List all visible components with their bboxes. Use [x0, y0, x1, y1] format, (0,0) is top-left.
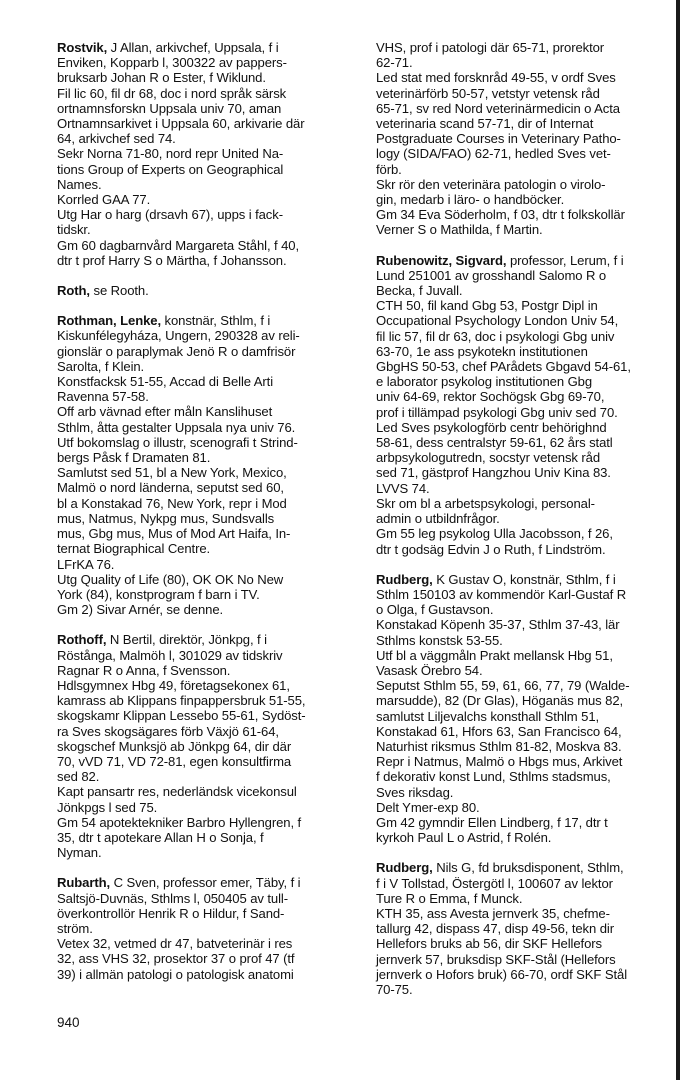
entry-line: logy (SIDA/FAO) 62-71, hedled Sves vet- [376, 146, 611, 162]
entry-line [376, 572, 671, 587]
entry-line: Utf bokomslag o illustr, scenografi t Strind- [57, 434, 298, 450]
entry-line: Utg Har o harg (drsavh 67), upps i fack- [57, 207, 283, 223]
entry-line: Fil lic 60, fil dr 68, doc i nord språk särsk [57, 85, 287, 101]
entry-line: ra Sves skogsägares förb Växjö 61-64, [57, 723, 279, 739]
entry-line: Korrled GAA 77. [57, 192, 151, 208]
entry-line [57, 632, 359, 647]
entry-line: fil lic 57, fil dr 63, doc i psykologi Gbg univ [376, 328, 615, 344]
entry-line: samlutst Liljevalchs konsthall Sthlm 51, [376, 708, 600, 724]
entry-line: gin, medarb i läro- o handböcker. [376, 192, 565, 208]
entry-surname: Rothoff, [57, 632, 107, 648]
entry-line: Gm 34 Eva Söderholm, f 03, dtr t folkskollär [376, 207, 625, 223]
entry-line [376, 253, 671, 268]
entry-line: prof i tillämpad psykologi Gbg univ sed 70. [376, 404, 618, 420]
entry-line: Hellefors bruks ab 56, dir SKF Hellefors [376, 936, 602, 952]
entry-line: jernverk 57, bruksdisp SKF-Stål (Hellefors [376, 951, 616, 967]
left-column [57, 40, 359, 997]
entry-line: Skr om bl a arbetspsykologi, personal- [376, 495, 595, 511]
entry-surname: Rubenowitz, Sigvard, [376, 252, 507, 268]
entry-line: skogschef Munksjö ab Jönkpg 64, dir där [57, 738, 292, 754]
entry-line: Samlutst sed 51, bl a New York, Mexico, [57, 465, 287, 481]
entry-line: Gm 60 dagbarnvård Margareta Ståhl, f 40, [57, 237, 300, 253]
entry-line: Naturhist riksmus Sthlm 81-82, Moskva 83. [376, 738, 622, 754]
entry-line: 70-75. [376, 981, 413, 997]
entry-line: GbgHS 50-53, chef PArådets Gbgavd 54-61, [376, 359, 631, 375]
biography-entry [376, 40, 671, 238]
entry-heading-text: se Rooth. [89, 283, 149, 299]
entry-line: bl a Konstakad 76, New York, repr i Mod [57, 495, 287, 511]
entry-line: ternat Biographical Centre. [57, 541, 211, 557]
entry-heading-text: konstnär, Sthlm, f i [161, 313, 271, 329]
biography-entry [376, 860, 671, 997]
entry-line: Enviken, Kopparb l, 300322 av pappers- [57, 55, 287, 71]
entry-line: dtr t prof Harry S o Märtha, f Johansson. [57, 252, 287, 268]
entry-line: kamrass ab Klippans finpappersbruk 51-55, [57, 693, 306, 709]
entry-heading-text: K Gustav O, konstnär, Sthlm, f i [432, 571, 616, 587]
entry-line [57, 40, 359, 55]
entry-line: o Olga, f Gustavson. [376, 602, 494, 618]
entry-line: Sthlm 150103 av kommendör Karl-Gustaf R [376, 586, 627, 602]
entry-line: Delt Ymer-exp 80. [376, 799, 480, 815]
entry-line: marsudde), 82 (Dr Glas), Höganäs mus 82, [376, 693, 624, 709]
entry-line: Kiskunfélegyháza, Ungern, 290328 av reli- [57, 328, 300, 344]
entry-surname: Rudberg, [376, 860, 433, 876]
biography-entry [57, 875, 359, 981]
entry-line: e laborator psykolog institutionen Gbg [376, 374, 593, 390]
entry-line [376, 860, 671, 875]
entry-line: Verner S o Mathilda, f Martin. [376, 222, 543, 238]
entry-line: LFrKA 76. [57, 556, 115, 572]
entry-line [57, 313, 359, 328]
entry-line: förb. [376, 161, 402, 177]
entry-heading-text: professor, Lerum, f i [506, 252, 624, 268]
entry-line: Nyman. [57, 845, 102, 861]
entry-line: tidskr. [57, 222, 91, 238]
entry-line: York (84), konstprogram f barn i TV. [57, 586, 260, 602]
entry-line: Postgraduate Courses in Veterinary Patho- [376, 131, 621, 147]
entry-line: jernverk o Hofors bruk) 66-70, ordf SKF Stål [376, 966, 628, 982]
entry-line: Utf bl a väggmåln Prakt mellansk Hbg 51, [376, 647, 613, 663]
entry-line: Konstakad Köpenh 35-37, Sthlm 37-43, lär [376, 617, 620, 633]
entry-line: Led stat med forsknråd 49-55, v ordf Sves [376, 70, 616, 86]
entry-line: Names. [57, 176, 102, 192]
entry-line: 58-61, dess centralstyr 59-61, 62 års statl [376, 435, 613, 451]
entry-line: Konstfacksk 51-55, Accad di Belle Arti [57, 374, 273, 390]
entry-line: Gm 54 apotektekniker Barbro Hyllengren, f [57, 814, 302, 830]
entry-line: skogskamr Klippan Lessebo 55-61, Sydöst- [57, 708, 306, 724]
entry-line: överkontrollör Henrik R o Hildur, f Sand- [57, 905, 285, 921]
entry-line: Led Sves psykologförb centr behörighnd [376, 419, 607, 435]
entry-line: Utg Quality of Life (80), OK OK No New [57, 571, 284, 587]
entry-surname: Roth, [57, 283, 90, 299]
entry-line: sed 82. [57, 769, 100, 785]
entry-surname: Rothman, Lenke, [57, 313, 161, 329]
entry-heading-text: N Bertil, direktör, Jönkpg, f i [106, 632, 267, 648]
entry-line: gionslär o paraplymak Jenö R o damfrisör [57, 343, 296, 359]
entry-line: 39) i allmän patologi o patologisk anatomi [57, 966, 294, 982]
entry-line: Gm 55 leg psykolog Ulla Jacobsson, f 26, [376, 526, 613, 542]
entry-line: 70, vVD 71, VD 72-81, egen konsultfirma [57, 753, 292, 769]
entry-line: Lund 251001 av grosshandl Salomo R o [376, 267, 607, 283]
entry-line: Occupational Psychology London Univ 54, [376, 313, 619, 329]
page-edge [676, 0, 680, 1080]
entry-line: dtr t godsäg Edvin J o Ruth, f Lindström. [376, 541, 606, 557]
biography-entry [57, 313, 359, 617]
entry-line: LVVS 74. [376, 480, 430, 496]
entry-line: Kapt pansartr res, nederländsk vicekonsul [57, 784, 297, 800]
entry-line: Vetex 32, vetmed dr 47, batveterinär i res [57, 936, 293, 952]
entry-line: kyrkoh Paul L o Astrid, f Rolén. [376, 830, 552, 846]
biography-entry [57, 632, 359, 860]
entry-surname: Rubarth, [57, 875, 111, 891]
entry-line: Röstånga, Malmöh l, 301029 av tidskriv [57, 647, 283, 663]
entry-line: 32, ass VHS 32, prosektor 37 o prof 47 (tf [57, 951, 295, 967]
entry-line [57, 875, 359, 890]
entry-heading-text: C Sven, professor emer, Täby, f i [110, 875, 301, 891]
entry-heading-text: Nils G, fd bruksdisponent, Sthlm, [432, 860, 624, 876]
entry-line: Hdlsgymnex Hbg 49, företagsekonex 61, [57, 677, 290, 693]
entry-line: Sthlms konstsk 53-55. [376, 632, 503, 648]
entry-line: ortnamnsforskn Uppsala univ 70, aman [57, 100, 282, 116]
entry-line: KTH 35, ass Avesta jernverk 35, chefme- [376, 905, 610, 921]
entry-line: Ortnamnsarkivet i Uppsala 60, arkivarie där [57, 116, 305, 132]
entry-line: 65-71, sv red Nord veterinärmedicin o Acta [376, 100, 620, 116]
entry-line: Off arb vävnad efter måln Kanslihuset [57, 404, 273, 420]
entry-line: Ravenna 57-58. [57, 389, 149, 405]
entry-line: Sekr Norna 71-80, nord repr United Na- [57, 146, 284, 162]
entry-line: Gm 42 gymndir Ellen Lindberg, f 17, dtr t [376, 814, 608, 830]
entry-heading-text: J Allan, arkivchef, Uppsala, f i [107, 40, 279, 55]
entry-line: 64, arkivchef sed 74. [57, 131, 176, 147]
entry-line: 35, dtr t apotekare Allan H o Sonja, f [57, 829, 264, 845]
biography-entry [57, 40, 359, 268]
entry-line: tallurg 42, dispass 47, disp 49-56, tekn dir [376, 921, 614, 937]
entry-line: univ 64-69, rektor Sochögsk Gbg 69-70, [376, 389, 605, 405]
entry-line: f i V Tollstad, Östergötl l, 100607 av lektor [376, 875, 613, 891]
entry-line: Vasask Örebro 54. [376, 662, 483, 678]
entry-line: ström. [57, 920, 93, 936]
entry-line: 63-70, 1e ass psykotekn institutionen [376, 343, 588, 359]
entry-line: bruksarb Johan R o Ester, f Wiklund. [57, 70, 266, 86]
biography-entry [57, 283, 359, 298]
entry-line: Malmö o nord länderna, seputst sed 60, [57, 480, 284, 496]
entry-line: Repr i Natmus, Malmö o Hbgs mus, Arkivet [376, 754, 623, 770]
entry-line: mus, Gbg mus, Mus of Mod Art Haifa, In- [57, 526, 291, 542]
entry-line: mus, Natmus, Nykpg mus, Sundsvalls [57, 510, 275, 526]
entry-line: Jönkpgs l sed 75. [57, 799, 158, 815]
entry-line: admin o utbildnfrågor. [376, 511, 500, 527]
entry-line: Konstakad 61, Hfors 63, San Francisco 64, [376, 723, 622, 739]
entry-line: Ragnar R o Anna, f Svensson. [57, 662, 231, 678]
entry-line: bergs Påsk f Dramaten 81. [57, 450, 211, 466]
page-number: 940 [57, 1015, 80, 1030]
entry-line: veterinaria scand 57-71, dir of Internat [376, 116, 594, 132]
entry-line: arbpsykologutredn, socstyr vetensk råd [376, 450, 600, 466]
biography-entry [376, 253, 671, 557]
entry-line: sed 71, gästprof Hangzhou Univ Kina 83. [376, 465, 611, 481]
entry-line: Saltsjö-Duvnäs, Sthlms l, 050405 av tull- [57, 890, 288, 906]
entry-line: CTH 50, fil kand Gbg 53, Postgr Dipl in [376, 298, 598, 314]
entry-line: Skr rör den veterinära patologin o virolo- [376, 176, 606, 192]
entry-line: Seputst Sthlm 55, 59, 61, 66, 77, 79 (Walde- [376, 678, 630, 694]
entry-line: Becka, f Juvall. [376, 283, 463, 299]
entry-line: VHS, prof i patologi där 65-71, prorektor [376, 40, 605, 55]
entry-line: Sarolta, f Klein. [57, 358, 145, 374]
entry-surname: Rostvik, [57, 40, 108, 55]
entry-line: Gm 2) Sivar Arnér, se denne. [57, 602, 224, 618]
entry-line: tions Group of Experts on Geographical [57, 161, 284, 177]
right-column [376, 40, 671, 1012]
entry-line [57, 283, 359, 298]
entry-line: Sves riksdag. [376, 784, 454, 800]
biography-entry [376, 572, 671, 846]
entry-surname: Rudberg, [376, 571, 433, 587]
entry-line: 62-71. [376, 55, 413, 71]
entry-line: Sthlm, åtta gestalter Uppsala nya univ 76. [57, 419, 296, 435]
entry-line: veterinärförb 50-57, vetstyr vetensk råd [376, 85, 600, 101]
entry-line: Ture R o Emma, f Munck. [376, 890, 523, 906]
entry-line: f dekorativ konst Lund, Sthlms stadsmus, [376, 769, 611, 785]
